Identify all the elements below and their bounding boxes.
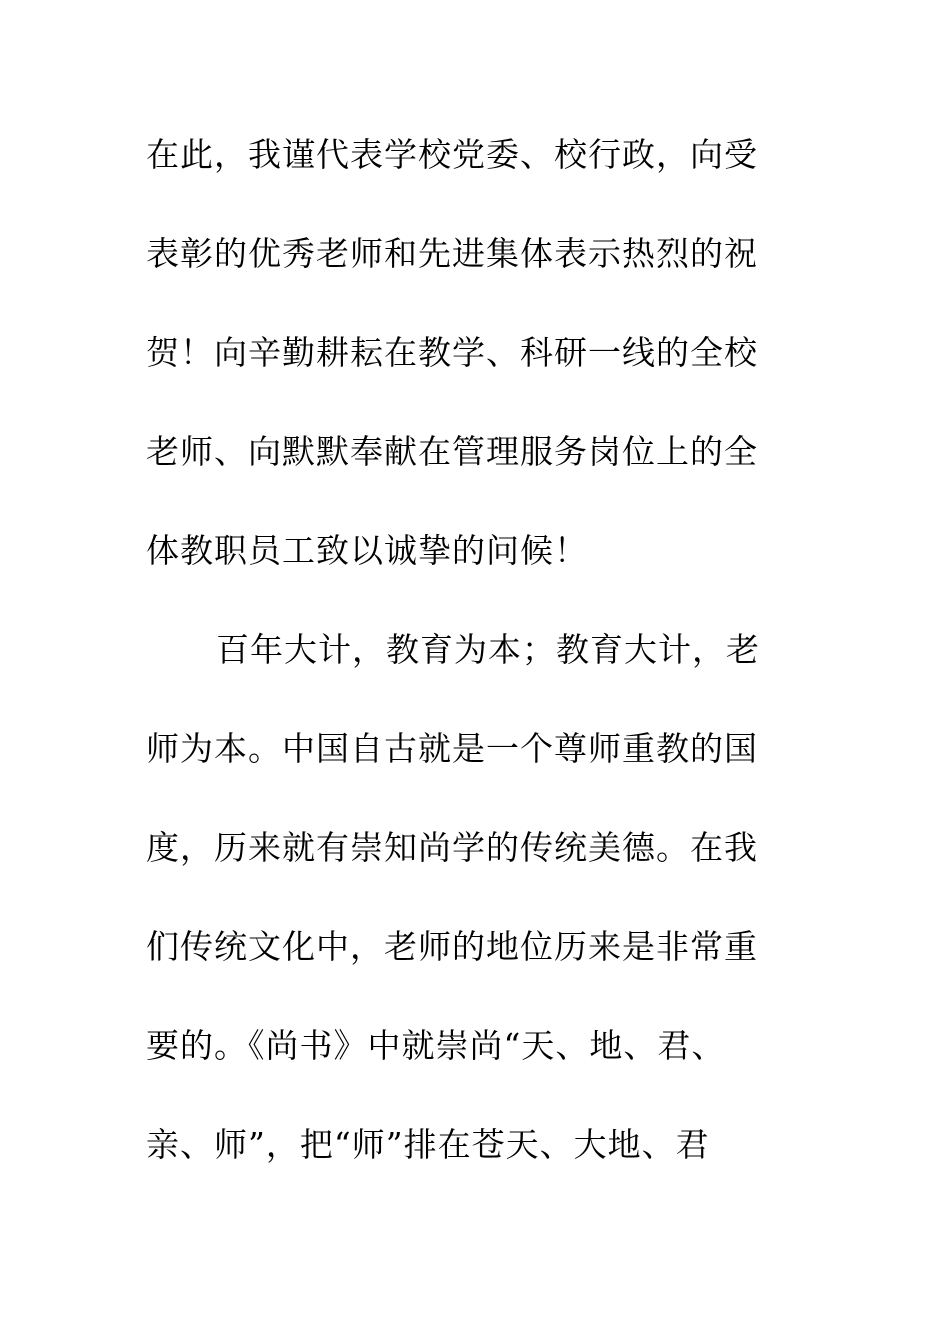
body-text xyxy=(146,126,786,1215)
text-line-3: 贺！向辛勤耕耘在教学、科研一线的全校 xyxy=(146,333,758,372)
text-line-5: 体教职员工致以诚挚的问候！ xyxy=(146,531,588,570)
text-line-11: 亲、师”，把“师”排在苍天、大地、君 xyxy=(146,1125,710,1164)
text-line-7: 师为本。中国自古就是一个尊师重教的国 xyxy=(146,729,758,768)
text-line-1: 在此，我谨代表学校党委、校行政，向受 xyxy=(146,135,758,174)
text-line-6: 百年大计，教育为本；教育大计，老 xyxy=(216,630,760,669)
text-line-2: 表彰的优秀老师和先进集体表示热烈的祝 xyxy=(146,234,758,273)
text-line-10: 要的。《尚书》中就崇尚“天、地、君、 xyxy=(146,1026,726,1065)
text-line-4: 老师、向默默奉献在管理服务岗位上的全 xyxy=(146,432,758,471)
text-line-8: 度，历来就有崇知尚学的传统美德。在我 xyxy=(146,828,758,867)
text-line-9: 们传统文化中，老师的地位历来是非常重 xyxy=(146,927,758,966)
